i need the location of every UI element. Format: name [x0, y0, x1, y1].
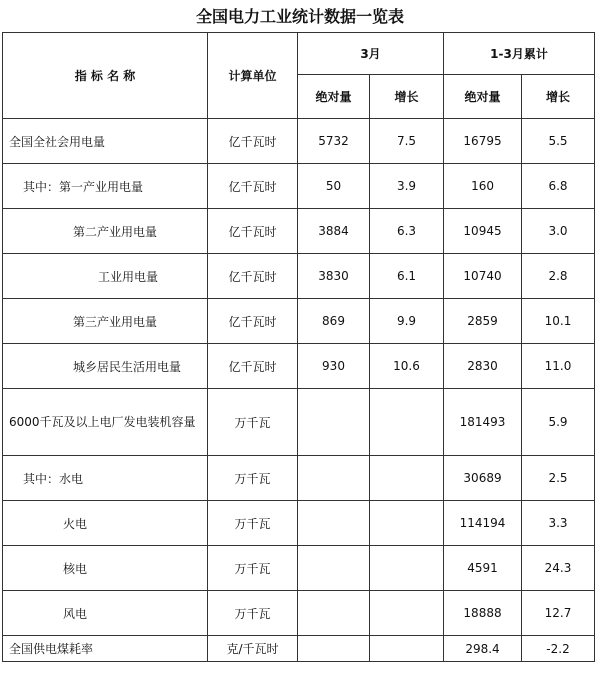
- header-indicator: 指 标 名 称: [3, 33, 208, 119]
- row-cumulative-growth: 10.1: [522, 299, 595, 344]
- header-cumulative: 1-3月累计: [444, 33, 595, 75]
- header-march-growth: 增长: [370, 75, 444, 119]
- table-row: [3, 164, 595, 209]
- header-march: 3月: [298, 33, 444, 75]
- table-row: [3, 119, 595, 164]
- row-name: 城乡居民生活用电量: [3, 344, 208, 389]
- row-march-absolute: [298, 546, 370, 591]
- row-march-absolute: [298, 389, 370, 456]
- row-cumulative-growth: 6.8: [522, 164, 595, 209]
- row-cumulative-absolute: 181493: [444, 389, 522, 456]
- table-row: [3, 344, 595, 389]
- row-march-absolute: [298, 636, 370, 662]
- row-cumulative-absolute: 298.4: [444, 636, 522, 662]
- row-name: 其中：第一产业用电量: [3, 164, 208, 209]
- row-march-absolute: 3830: [298, 254, 370, 299]
- row-march-absolute: [298, 591, 370, 636]
- row-march-absolute: [298, 501, 370, 546]
- row-name: 全国全社会用电量: [3, 119, 208, 164]
- header-row-top: [3, 33, 595, 75]
- row-march-growth: 9.9: [370, 299, 444, 344]
- row-unit: 亿千瓦时: [208, 344, 298, 389]
- row-unit: 万千瓦: [208, 456, 298, 501]
- row-cumulative-growth: 24.3: [522, 546, 595, 591]
- row-march-growth: 7.5: [370, 119, 444, 164]
- row-cumulative-absolute: 10945: [444, 209, 522, 254]
- row-march-growth: 6.1: [370, 254, 444, 299]
- row-march-growth: [370, 501, 444, 546]
- row-cumulative-absolute: 30689: [444, 456, 522, 501]
- row-cumulative-growth: 3.3: [522, 501, 595, 546]
- row-name: 全国供电煤耗率: [3, 636, 208, 662]
- row-march-absolute: 3884: [298, 209, 370, 254]
- row-unit: 亿千瓦时: [208, 254, 298, 299]
- table-row: [3, 546, 595, 591]
- row-march-growth: 10.6: [370, 344, 444, 389]
- row-name: 第二产业用电量: [3, 209, 208, 254]
- row-march-growth: 3.9: [370, 164, 444, 209]
- row-unit: 万千瓦: [208, 389, 298, 456]
- row-unit: 亿千瓦时: [208, 119, 298, 164]
- statistics-table: [2, 32, 595, 662]
- header-unit: 计算单位: [208, 33, 298, 119]
- row-march-absolute: 930: [298, 344, 370, 389]
- row-name: 第三产业用电量: [3, 299, 208, 344]
- row-unit: 万千瓦: [208, 501, 298, 546]
- row-name: 核电: [3, 546, 208, 591]
- row-march-growth: [370, 591, 444, 636]
- row-cumulative-growth: 2.8: [522, 254, 595, 299]
- row-march-growth: [370, 389, 444, 456]
- row-name: 6000千瓦及以上电厂发电装机容量: [3, 389, 208, 456]
- row-march-absolute: 50: [298, 164, 370, 209]
- row-march-growth: [370, 546, 444, 591]
- table-row: [3, 591, 595, 636]
- table-row: [3, 636, 595, 662]
- row-cumulative-absolute: 18888: [444, 591, 522, 636]
- row-cumulative-absolute: 4591: [444, 546, 522, 591]
- row-march-growth: [370, 456, 444, 501]
- header-cumulative-absolute: 绝对量: [444, 75, 522, 119]
- table-row: [3, 501, 595, 546]
- row-cumulative-growth: 5.5: [522, 119, 595, 164]
- table-row: [3, 299, 595, 344]
- header-march-absolute: 绝对量: [298, 75, 370, 119]
- row-march-absolute: 5732: [298, 119, 370, 164]
- row-march-absolute: 869: [298, 299, 370, 344]
- row-march-growth: [370, 636, 444, 662]
- row-name: 火电: [3, 501, 208, 546]
- row-unit: 亿千瓦时: [208, 209, 298, 254]
- table-row: [3, 389, 595, 456]
- row-unit: 亿千瓦时: [208, 164, 298, 209]
- table-row: [3, 209, 595, 254]
- row-cumulative-absolute: 2859: [444, 299, 522, 344]
- row-unit: 克/千瓦时: [208, 636, 298, 662]
- row-cumulative-growth: 5.9: [522, 389, 595, 456]
- row-cumulative-absolute: 2830: [444, 344, 522, 389]
- row-unit: 亿千瓦时: [208, 299, 298, 344]
- row-unit: 万千瓦: [208, 546, 298, 591]
- row-name: 其中：水电: [3, 456, 208, 501]
- row-cumulative-absolute: 16795: [444, 119, 522, 164]
- row-unit: 万千瓦: [208, 591, 298, 636]
- row-cumulative-growth: 11.0: [522, 344, 595, 389]
- table-title: 全国电力工业统计数据一览表: [195, 7, 404, 26]
- row-cumulative-absolute: 10740: [444, 254, 522, 299]
- row-march-growth: 6.3: [370, 209, 444, 254]
- row-cumulative-absolute: 160: [444, 164, 522, 209]
- row-cumulative-growth: 2.5: [522, 456, 595, 501]
- table-row: [3, 254, 595, 299]
- row-name: 风电: [3, 591, 208, 636]
- row-cumulative-growth: -2.2: [522, 636, 595, 662]
- row-cumulative-growth: 3.0: [522, 209, 595, 254]
- row-cumulative-absolute: 114194: [444, 501, 522, 546]
- table-row: [3, 456, 595, 501]
- row-march-absolute: [298, 456, 370, 501]
- row-cumulative-growth: 12.7: [522, 591, 595, 636]
- row-name: 工业用电量: [3, 254, 208, 299]
- header-cumulative-growth: 增长: [522, 75, 595, 119]
